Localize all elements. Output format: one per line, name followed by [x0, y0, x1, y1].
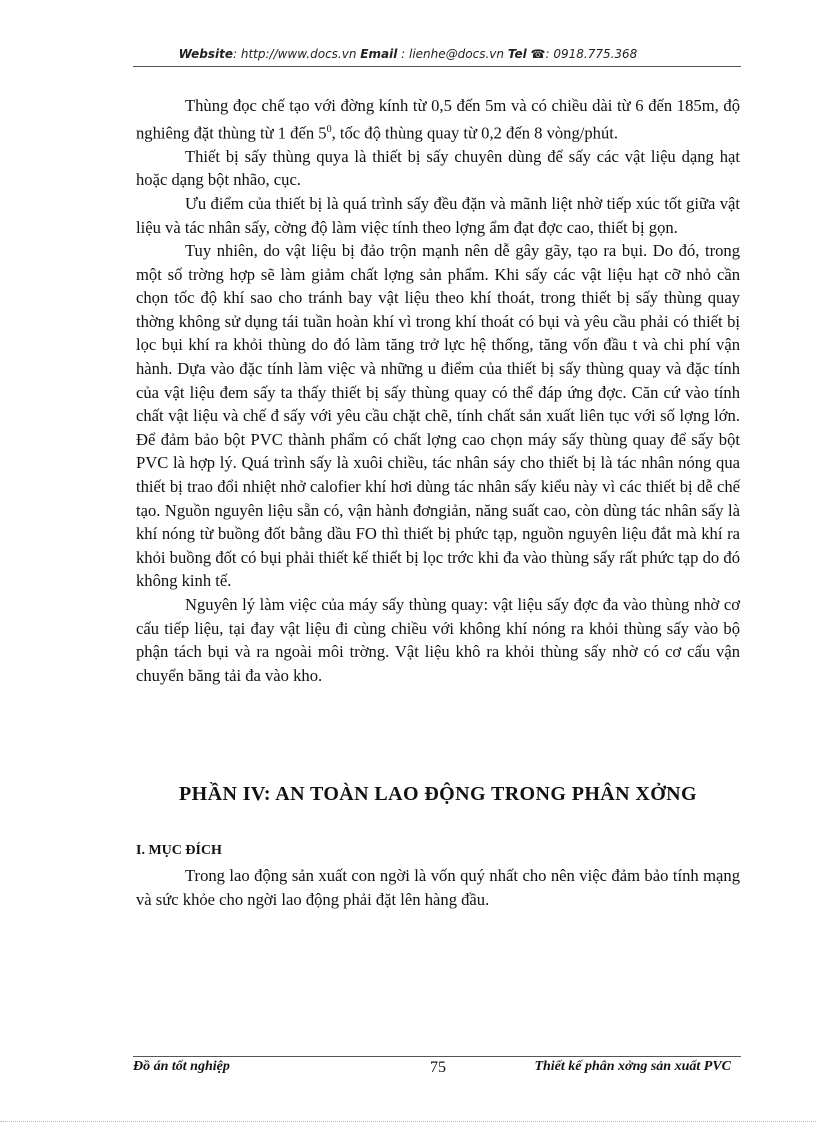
paragraph-2: Thiết bị sấy thùng quya là thiết bị sấy chuyên dùng để sấy các vật liệu dạng hạt hoặc dạng bột nhão, cục. — [136, 146, 740, 190]
paragraph-1 — [136, 94, 740, 145]
tel-value: : 0918.775.368 — [545, 47, 638, 61]
paragraph-6: Trong lao động sản xuất con ngời là vốn quý nhất cho nên việc đảm bảo tính mạng và sức khỏe cho ngời lao động phải đặt lên hàng đầu. — [136, 866, 740, 909]
body-text — [136, 94, 740, 687]
footer-left: Đồ án tốt nghiệp — [133, 1059, 230, 1074]
website-value: : http://www.docs.vn — [233, 47, 357, 61]
header-rule — [133, 66, 741, 67]
footer-rule — [133, 1056, 741, 1057]
page-footer — [133, 1059, 741, 1079]
body-text-2 — [136, 864, 740, 911]
page-number: 75 — [430, 1059, 446, 1076]
paragraph-1-text: Thùng đọc chế tạo với đờng kính từ 0,5 đến 5m và có chiều dài từ 6 đến 185m, độ nghiêng đặt thùng từ 1 đến 5 — [136, 96, 740, 143]
website-label: Website — [178, 47, 233, 61]
section-title: PHẦN IV: AN TOÀN LAO ĐỘNG TRONG PHÂN XỞNG — [179, 783, 697, 805]
paragraph-1-tail: , tốc độ thùng quay từ 0,2 đến 8 vòng/phút. — [331, 123, 619, 143]
page-bottom-border — [0, 1121, 816, 1122]
email-label: Email — [360, 47, 398, 61]
paragraph-4: Tuy nhiên, do vật liệu bị đảo trộn mạnh nên dễ gây gãy, tạo ra bụi. Do đó, trong một số trờng hợp sẽ làm giảm chất lợng sản phẩm. Khi sấy các vật liệu hạt cỡ nhỏ cần chọn tốc độ khí sao cho tránh bay vật liệu theo khí thoát, trong thiết bị sấy thùng quay thờng không sử dụng tái tuần hoàn khí vì trong khí thoát có bụi và yêu cầu phải có thiết bị lọc bụi khí ra khỏi thùng do đó làm tăng trở lực hệ thống, tăng vốn đầu t và chi phí vận hành. Dựa vào đặc tính làm việc và những u điểm của thiết bị sấy thùng quay và đặc tính của vật liệu đem sấy ta thấy thiết bị sấy thùng quay có thể đáp ứng đợc. Căn cứ vào tính chất vật liệu và chế đ sấy với yêu cầu chặt chẽ, tính chất sản xuất liên tục với số lợng lớn. Để đảm bảo bột PVC thành phẩm có chất lợng cao chọn máy sấy thùng quay để sấy bột PVC là hợp lý. Quá trình sấy là xuôi chiều, tác nhân sáy cho thiết bị là tác nhân nóng qua thiết bị trao đổi nhiệt nhở calofier khí hơi dùng tác nhân sấy kiểu này vì các thiết bị dễ chế tạo. Nguồn nguyên liệu sẵn có, vận hành đơngiản, năng suất cao, còn dùng tác nhân sấy là khí nóng từ buồng đốt bằng dầu FO thì thiết bị phức tạp, nguồn nguyên liệu đắt mà khí ra khỏi buồng đốt có bụi phải thiết kế thiết bị lọc trớc khi đa vào thùng sấy rất phức tạp do đó không kinh tế. — [136, 241, 740, 591]
paragraph-3: Ưu điểm của thiết bị là quá trình sấy đều đặn và mãnh liệt nhờ tiếp xúc tốt giữa vật liệu và tác nhân sấy, cờng độ làm việc tính theo lợng ẩm đạt đợc cao, thiết bị gọn. — [136, 193, 740, 237]
paragraph-1-superscript: 0 — [326, 123, 332, 135]
page-header — [0, 47, 816, 61]
email-value: : lienhe@docs.vn — [401, 47, 504, 61]
paragraph-5: Nguyên lý làm việc của máy sấy thùng quay: vật liệu sấy đợc đa vào thùng nhờ cơ cấu tiếp liệu, tại đay vật liệu đi cùng chiều với không khí nóng ra khỏi thùng sấy vào bộ phận tách bụi và ra ngoài môi trờng. Vật liệu khô ra khỏi thùng sấy nhờ có cơ cấu vận chuyển băng tải đa vào kho. — [136, 595, 740, 685]
tel-label: Tel — [507, 47, 527, 61]
footer-right: Thiết kế phân xởng sản xuất PVC — [534, 1059, 731, 1074]
sub-heading: I. MỤC ĐÍCH — [136, 843, 222, 858]
phone-icon: ☎ — [530, 47, 546, 61]
